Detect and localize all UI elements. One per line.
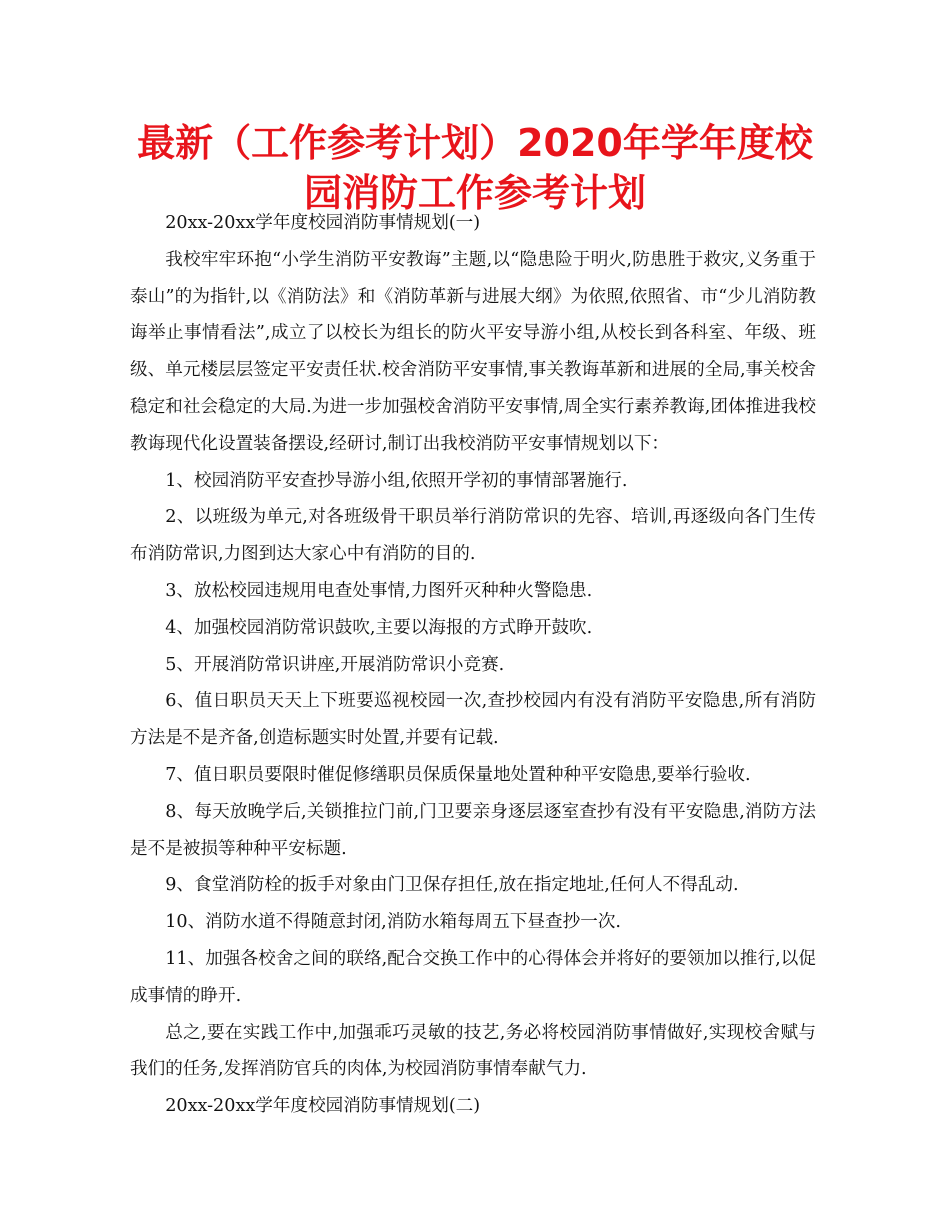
list-item: 10、消防水道不得随意封闭,消防水箱每周五下昼查抄一次. — [165, 912, 622, 933]
list-item: 7、值日职员要限时催促修缮职员保质保量地处置种种平安隐患,要举行验收. — [165, 764, 751, 785]
list-item: 8、每天放晚学后,关锁推拉门前,门卫要亲身逐层逐室查抄有没有平安隐患,消防方法是不是被损等种种平安标题. — [130, 801, 816, 859]
list-item: 5、开展消防常识讲座,开展消防常识小竞赛. — [165, 654, 505, 675]
list-item: 1、校园消防平安查抄导游小组,依照开学初的事情部署施行. — [165, 470, 628, 491]
list-item: 4、加强校园消防常识鼓吹,主要以海报的方式睁开鼓吹. — [165, 617, 593, 638]
paragraph: 20xx-20xx学年度校园消防事情规划(一) — [165, 213, 481, 233]
list-item: 11、加强各校舍之间的联络,配合交换工作中的心得体会并将好的要领加以推行,以促成事情的睁开. — [130, 948, 816, 1006]
paragraph: 我校牢牢环抱“小学生消防平安教诲”主题,以“隐患险于明火,防患胜于救灾,义务重于泰山”的为指针,以《消防法》和《消防革新与进展大纲》为依照,依照省、市“少儿消防教诲举止事情看法”,成立了以校长为组长的防火平安导游小组,从校长到各科室、年级、班级、单元楼层层签定平安责任状.校舍消防平安事情,事关教诲革新和进展的全局,事关校舍稳定和社会稳定的大局.为进一步加强校舍消防平安事情,周全实行素养教诲,团体推进我校教诲现代化设置装备摆设,经研讨,制订出我校消防平安事情规划以下： — [130, 249, 816, 454]
document-body — [130, 205, 816, 1125]
list-item: 3、放松校园违规用电查处事情,力图歼灭种种火警隐患. — [165, 580, 593, 601]
list-item: 9、食堂消防栓的扳手对象由门卫保存担任,放在指定地址,任何人不得乱动. — [165, 875, 739, 896]
section-heading: 20xx-20xx学年度校园消防事情规划(二) — [165, 1096, 481, 1117]
list-item: 2、以班级为单元,对各班级骨干职员举行消防常识的先容、培训,再逐级向各门生传布消防常识,力图到达大家心中有消防的目的. — [130, 507, 816, 565]
document-title: 最新（工作参考计划）2020年学年度校园消防工作参考计划 — [137, 121, 813, 215]
paragraph: 总之,要在实践工作中,加强乖巧灵敏的技艺,务必将校园消防事情做好,实现校舍赋与我们的任务,发挥消防官兵的肉体,为校园消防事情奉献气力. — [130, 1022, 816, 1080]
list-item: 6、值日职员天天上下班要巡视校园一次,查抄校园内有没有消防平安隐患,所有消防方法是不是齐备,创造标题实时处置,并要有记载. — [130, 691, 816, 749]
